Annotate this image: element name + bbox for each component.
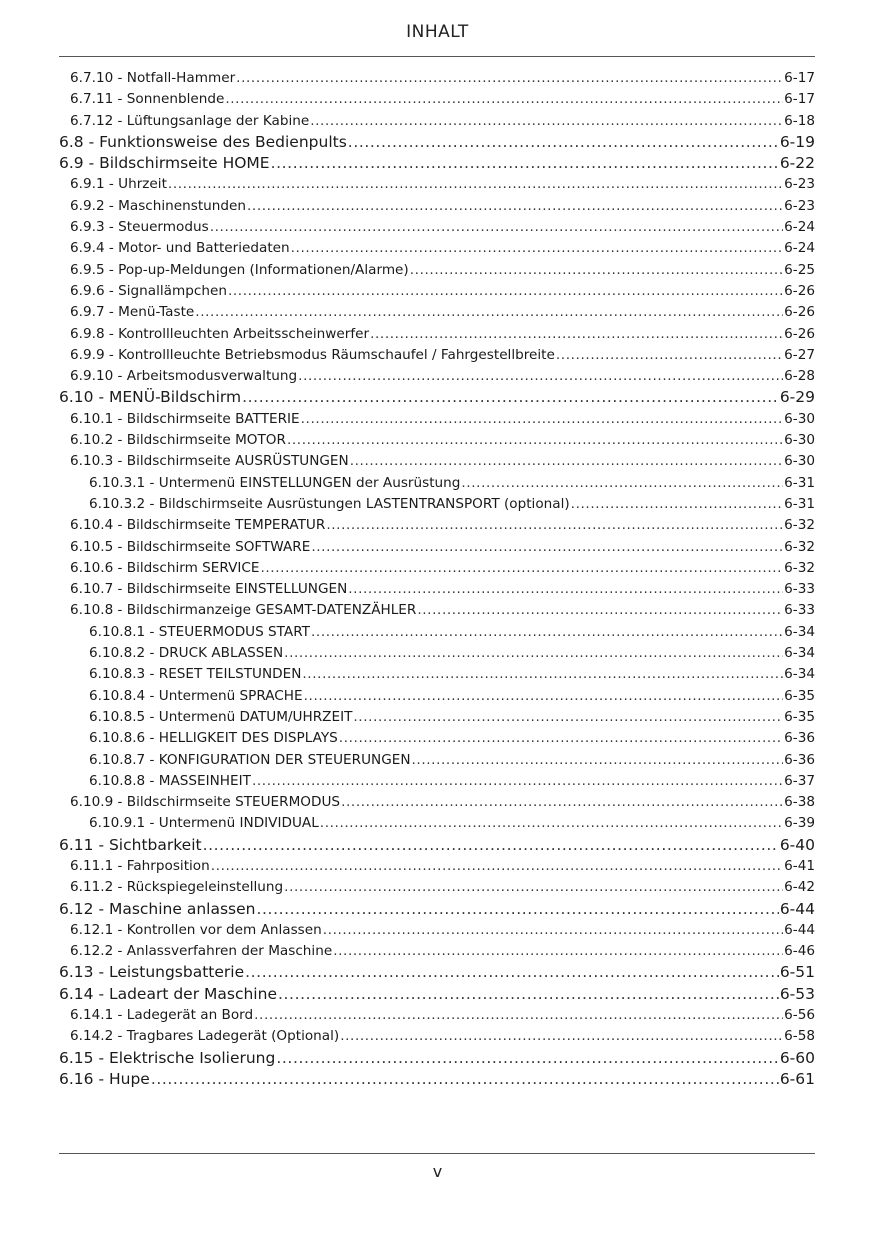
toc-entry-title: 6.14.1 - Ladegerät an Bord [70, 1007, 254, 1024]
toc-dot-leader [284, 877, 783, 898]
toc-entry-page: 6-33 [784, 602, 815, 619]
toc-entry-page: 6-33 [784, 581, 815, 598]
toc-dot-leader [228, 281, 783, 302]
toc-entry-title: 6.10.9 - Bildschirmseite STEUERMODUS [70, 794, 341, 811]
toc-entry-page: 6-39 [784, 815, 815, 832]
toc-dot-leader [410, 260, 783, 281]
toc-dot-leader [339, 728, 783, 749]
toc-dot-leader [225, 89, 783, 110]
toc-entry-title: 6.11.1 - Fahrposition [70, 857, 210, 874]
toc-entry-title: 6.9.6 - Signallämpchen [70, 282, 227, 299]
toc-entry[interactable] [59, 920, 815, 941]
toc-entry-page: 6-32 [784, 538, 815, 555]
toc-entry[interactable] [59, 366, 815, 387]
toc-entry[interactable] [59, 771, 815, 792]
toc-entry-title: 6.10.5 - Bildschirmseite SOFTWARE [70, 538, 311, 555]
toc-entry-page: 6-24 [784, 219, 815, 236]
toc-entry[interactable] [59, 111, 815, 132]
toc-dot-leader [370, 324, 783, 345]
toc-entry[interactable] [59, 473, 815, 494]
toc-entry-title: 6.11 - Sichtbarkeit [59, 835, 202, 854]
toc-dot-leader [461, 473, 783, 494]
toc-entry-title: 6.10.8.3 - RESET TEILSTUNDEN [89, 666, 302, 683]
toc-entry-title: 6.9.4 - Motor- und Batteriedaten [70, 240, 290, 257]
toc-entry[interactable] [59, 622, 815, 643]
toc-entry[interactable] [59, 302, 815, 323]
toc-entry[interactable] [59, 643, 815, 664]
toc-dot-leader [252, 771, 783, 792]
toc-entry[interactable] [59, 345, 815, 366]
toc-dot-leader [254, 1005, 783, 1026]
toc-dot-leader [417, 600, 783, 621]
toc-dot-leader [320, 813, 783, 834]
toc-entry-title: 6.10.8.6 - HELLIGKEIT DES DISPLAYS [89, 730, 338, 747]
toc-dot-leader [323, 920, 783, 941]
toc-entry-title: 6.9.5 - Pop-up-Meldungen (Informationen/Alarme) [70, 261, 409, 278]
toc-entry[interactable] [59, 494, 815, 515]
toc-entry-page: 6-41 [784, 857, 815, 874]
toc-dot-leader [348, 132, 779, 153]
toc-entry-page: 6-35 [784, 708, 815, 725]
toc-entry-page: 6-23 [784, 176, 815, 193]
toc-entry[interactable] [59, 813, 815, 834]
toc-entry-page: 6-27 [784, 346, 815, 363]
toc-entry[interactable] [59, 89, 815, 110]
toc-entry[interactable] [59, 537, 815, 558]
toc-entry-page: 6-24 [784, 240, 815, 257]
toc-dot-leader [340, 1026, 783, 1047]
toc-entry-title: 6.10.8.1 - STEUERMODUS START [89, 623, 310, 640]
toc-entry-page: 6-17 [784, 91, 815, 108]
header-rule [59, 56, 815, 57]
toc-dot-leader [311, 537, 783, 558]
toc-dot-leader [304, 686, 784, 707]
toc-dot-leader [326, 515, 783, 536]
toc-entry-page: 6-25 [784, 261, 815, 278]
toc-entry-page: 6-22 [779, 154, 815, 173]
toc-entry-page: 6-31 [784, 474, 815, 491]
toc-entry-title: 6.10.8.2 - DRUCK ABLASSEN [89, 645, 284, 662]
toc-entry[interactable] [59, 238, 815, 259]
toc-entry-title: 6.7.11 - Sonnenblende [70, 91, 225, 108]
toc-entry[interactable] [59, 1048, 815, 1069]
toc-entry[interactable] [59, 515, 815, 536]
toc-entry-title: 6.14.2 - Tragbares Ladegerät (Optional) [70, 1028, 340, 1045]
toc-entry-page: 6-23 [784, 197, 815, 214]
toc-entry-page: 6-35 [784, 687, 815, 704]
toc-entry-page: 6-34 [784, 645, 815, 662]
toc-entry-page: 6-30 [784, 410, 815, 427]
toc-dot-leader [348, 579, 783, 600]
toc-dot-leader [556, 345, 783, 366]
toc-entry-page: 6-60 [779, 1048, 815, 1067]
footer-rule [59, 1153, 815, 1154]
toc-entry-page: 6-36 [784, 751, 815, 768]
table-of-contents [59, 68, 815, 1090]
toc-entry-page: 6-46 [784, 943, 815, 960]
toc-entry-page: 6-58 [784, 1028, 815, 1045]
toc-entry[interactable] [59, 174, 815, 195]
toc-entry-title: 6.9.7 - Menü-Taste [70, 304, 195, 321]
header-title: INHALT [406, 22, 469, 42]
toc-entry-title: 6.10.3.1 - Untermenü EINSTELLUNGEN der Ausrüstung [89, 474, 461, 491]
toc-dot-leader [151, 1069, 779, 1090]
toc-dot-leader [353, 707, 783, 728]
toc-entry-page: 6-26 [784, 282, 815, 299]
toc-entry-title: 6.10.4 - Bildschirmseite TEMPERATUR [70, 517, 326, 534]
toc-dot-leader [260, 558, 783, 579]
toc-dot-leader [341, 792, 783, 813]
toc-entry-title: 6.12 - Maschine anlassen [59, 899, 256, 918]
toc-entry[interactable] [59, 877, 815, 898]
toc-entry[interactable] [59, 153, 815, 174]
toc-entry-title: 6.12.2 - Anlassverfahren der Maschine [70, 943, 333, 960]
toc-entry-page: 6-28 [784, 368, 815, 385]
toc-entry-title: 6.10.8.7 - KONFIGURATION DER STEUERUNGEN [89, 751, 411, 768]
toc-entry[interactable] [59, 707, 815, 728]
toc-entry-title: 6.10.8.5 - Untermenü DATUM/UHRZEIT [89, 708, 353, 725]
toc-dot-leader [211, 856, 783, 877]
page-number: v [432, 1162, 443, 1181]
toc-dot-leader [411, 750, 783, 771]
toc-entry[interactable] [59, 281, 815, 302]
toc-entry[interactable] [59, 558, 815, 579]
toc-entry-page: 6-38 [784, 794, 815, 811]
toc-entry-page: 6-29 [779, 388, 815, 407]
toc-entry[interactable] [59, 260, 815, 281]
toc-entry-title: 6.11.2 - Rückspiegeleinstellung [70, 879, 284, 896]
toc-entry-page: 6-19 [779, 132, 815, 151]
toc-dot-leader [210, 217, 783, 238]
toc-dot-leader [168, 174, 783, 195]
toc-dot-leader [302, 664, 783, 685]
toc-dot-leader [298, 366, 783, 387]
toc-dot-leader [311, 622, 783, 643]
toc-entry-page: 6-30 [784, 453, 815, 470]
toc-dot-leader [310, 111, 783, 132]
toc-dot-leader [284, 643, 783, 664]
toc-dot-leader [287, 430, 783, 451]
toc-entry-title: 6.10 - MENÜ-Bildschirm [59, 388, 242, 407]
toc-entry[interactable] [59, 68, 815, 89]
toc-entry-page: 6-44 [779, 899, 815, 918]
toc-entry[interactable] [59, 132, 815, 153]
toc-entry-page: 6-34 [784, 666, 815, 683]
toc-entry-page: 6-26 [784, 304, 815, 321]
toc-entry-page: 6-37 [784, 772, 815, 789]
toc-entry-page: 6-44 [784, 921, 815, 938]
toc-entry-title: 6.15 - Elektrische Isolierung [59, 1048, 276, 1067]
toc-entry[interactable] [59, 1069, 815, 1090]
toc-entry-title: 6.10.8.8 - MASSEINHEIT [89, 772, 251, 789]
toc-entry-title: 6.10.9.1 - Untermenü INDIVIDUAL [89, 815, 319, 832]
toc-entry-page: 6-56 [784, 1007, 815, 1024]
toc-entry[interactable] [59, 409, 815, 430]
toc-entry-page: 6-18 [784, 112, 815, 129]
toc-entry-title: 6.9.3 - Steuermodus [70, 219, 209, 236]
toc-entry-title: 6.9 - Bildschirmseite HOME [59, 154, 270, 173]
toc-entry-title: 6.8 - Funktionsweise des Bedienpults [59, 132, 347, 151]
toc-entry[interactable] [59, 750, 815, 771]
toc-dot-leader [271, 153, 779, 174]
toc-dot-leader [245, 962, 779, 983]
toc-dot-leader [256, 899, 778, 920]
toc-entry-title: 6.9.9 - Kontrollleuchte Betriebsmodus Räumschaufel / Fahrgestellbreite [70, 346, 555, 363]
toc-entry[interactable] [59, 856, 815, 877]
toc-entry[interactable] [59, 941, 815, 962]
toc-entry-page: 6-31 [784, 495, 815, 512]
toc-entry[interactable] [59, 899, 815, 920]
toc-entry[interactable] [59, 324, 815, 345]
toc-dot-leader [350, 451, 783, 472]
toc-entry-title: 6.10.2 - Bildschirmseite MOTOR [70, 432, 286, 449]
toc-entry-title: 6.9.2 - Maschinenstunden [70, 197, 246, 214]
toc-entry-title: 6.13 - Leistungsbatterie [59, 963, 245, 982]
toc-entry-page: 6-26 [784, 325, 815, 342]
toc-entry-page: 6-30 [784, 432, 815, 449]
toc-entry-title: 6.14 - Ladeart der Maschine [59, 984, 277, 1003]
toc-entry[interactable] [59, 579, 815, 600]
toc-entry-title: 6.7.12 - Lüftungsanlage der Kabine [70, 112, 310, 129]
toc-entry-title: 6.9.10 - Arbeitsmodusverwaltung [70, 368, 298, 385]
toc-entry[interactable] [59, 664, 815, 685]
toc-dot-leader [247, 196, 783, 217]
toc-entry[interactable] [59, 387, 815, 408]
toc-entry-page: 6-42 [784, 879, 815, 896]
toc-dot-leader [242, 387, 779, 408]
toc-entry[interactable] [59, 792, 815, 813]
toc-entry-page: 6-34 [784, 623, 815, 640]
toc-dot-leader [276, 1048, 778, 1069]
toc-entry[interactable] [59, 1005, 815, 1026]
toc-entry-title: 6.7.10 - Notfall-Hammer [70, 70, 236, 86]
toc-dot-leader [571, 494, 783, 515]
toc-entry-page: 6-51 [779, 963, 815, 982]
toc-dot-leader [301, 409, 784, 430]
toc-dot-leader [333, 941, 783, 962]
toc-entry[interactable] [59, 686, 815, 707]
toc-entry[interactable] [59, 196, 815, 217]
toc-entry[interactable] [59, 835, 815, 856]
toc-entry-page: 6-36 [784, 730, 815, 747]
toc-entry[interactable] [59, 451, 815, 472]
toc-entry-title: 6.10.7 - Bildschirmseite EINSTELLUNGEN [70, 581, 348, 598]
toc-entry-page: 6-32 [784, 559, 815, 576]
toc-entry[interactable] [59, 430, 815, 451]
toc-entry[interactable] [59, 1026, 815, 1047]
toc-entry-page: 6-17 [784, 70, 815, 86]
toc-entry-page: 6-32 [784, 517, 815, 534]
toc-dot-leader [291, 238, 784, 259]
toc-entry-page: 6-53 [779, 984, 815, 1003]
toc-entry[interactable] [59, 217, 815, 238]
toc-entry-title: 6.9.1 - Uhrzeit [70, 176, 167, 193]
toc-entry-title: 6.10.3.2 - Bildschirmseite Ausrüstungen LASTENTRANSPORT (optional) [89, 495, 570, 512]
toc-dot-leader [236, 68, 783, 89]
toc-entry[interactable] [59, 984, 815, 1005]
toc-dot-leader [278, 984, 779, 1005]
toc-entry[interactable] [59, 600, 815, 621]
toc-entry-title: 6.10.3 - Bildschirmseite AUSRÜSTUNGEN [70, 453, 349, 470]
toc-dot-leader [203, 835, 779, 856]
toc-entry-title: 6.9.8 - Kontrollleuchten Arbeitsscheinwerfer [70, 325, 370, 342]
toc-entry[interactable] [59, 962, 815, 983]
toc-entry[interactable] [59, 728, 815, 749]
toc-entry-title: 6.10.1 - Bildschirmseite BATTERIE [70, 410, 300, 427]
toc-entry-page: 6-40 [779, 835, 815, 854]
toc-entry-title: 6.12.1 - Kontrollen vor dem Anlassen [70, 921, 322, 938]
toc-entry-title: 6.10.6 - Bildschirm SERVICE [70, 559, 260, 576]
toc-entry-page: 6-61 [779, 1069, 815, 1088]
toc-entry-title: 6.10.8 - Bildschirmanzeige GESAMT-DATENZÄHLER [70, 602, 417, 619]
toc-dot-leader [195, 302, 783, 323]
toc-entry-title: 6.10.8.4 - Untermenü SPRACHE [89, 687, 303, 704]
toc-entry-title: 6.16 - Hupe [59, 1069, 150, 1088]
